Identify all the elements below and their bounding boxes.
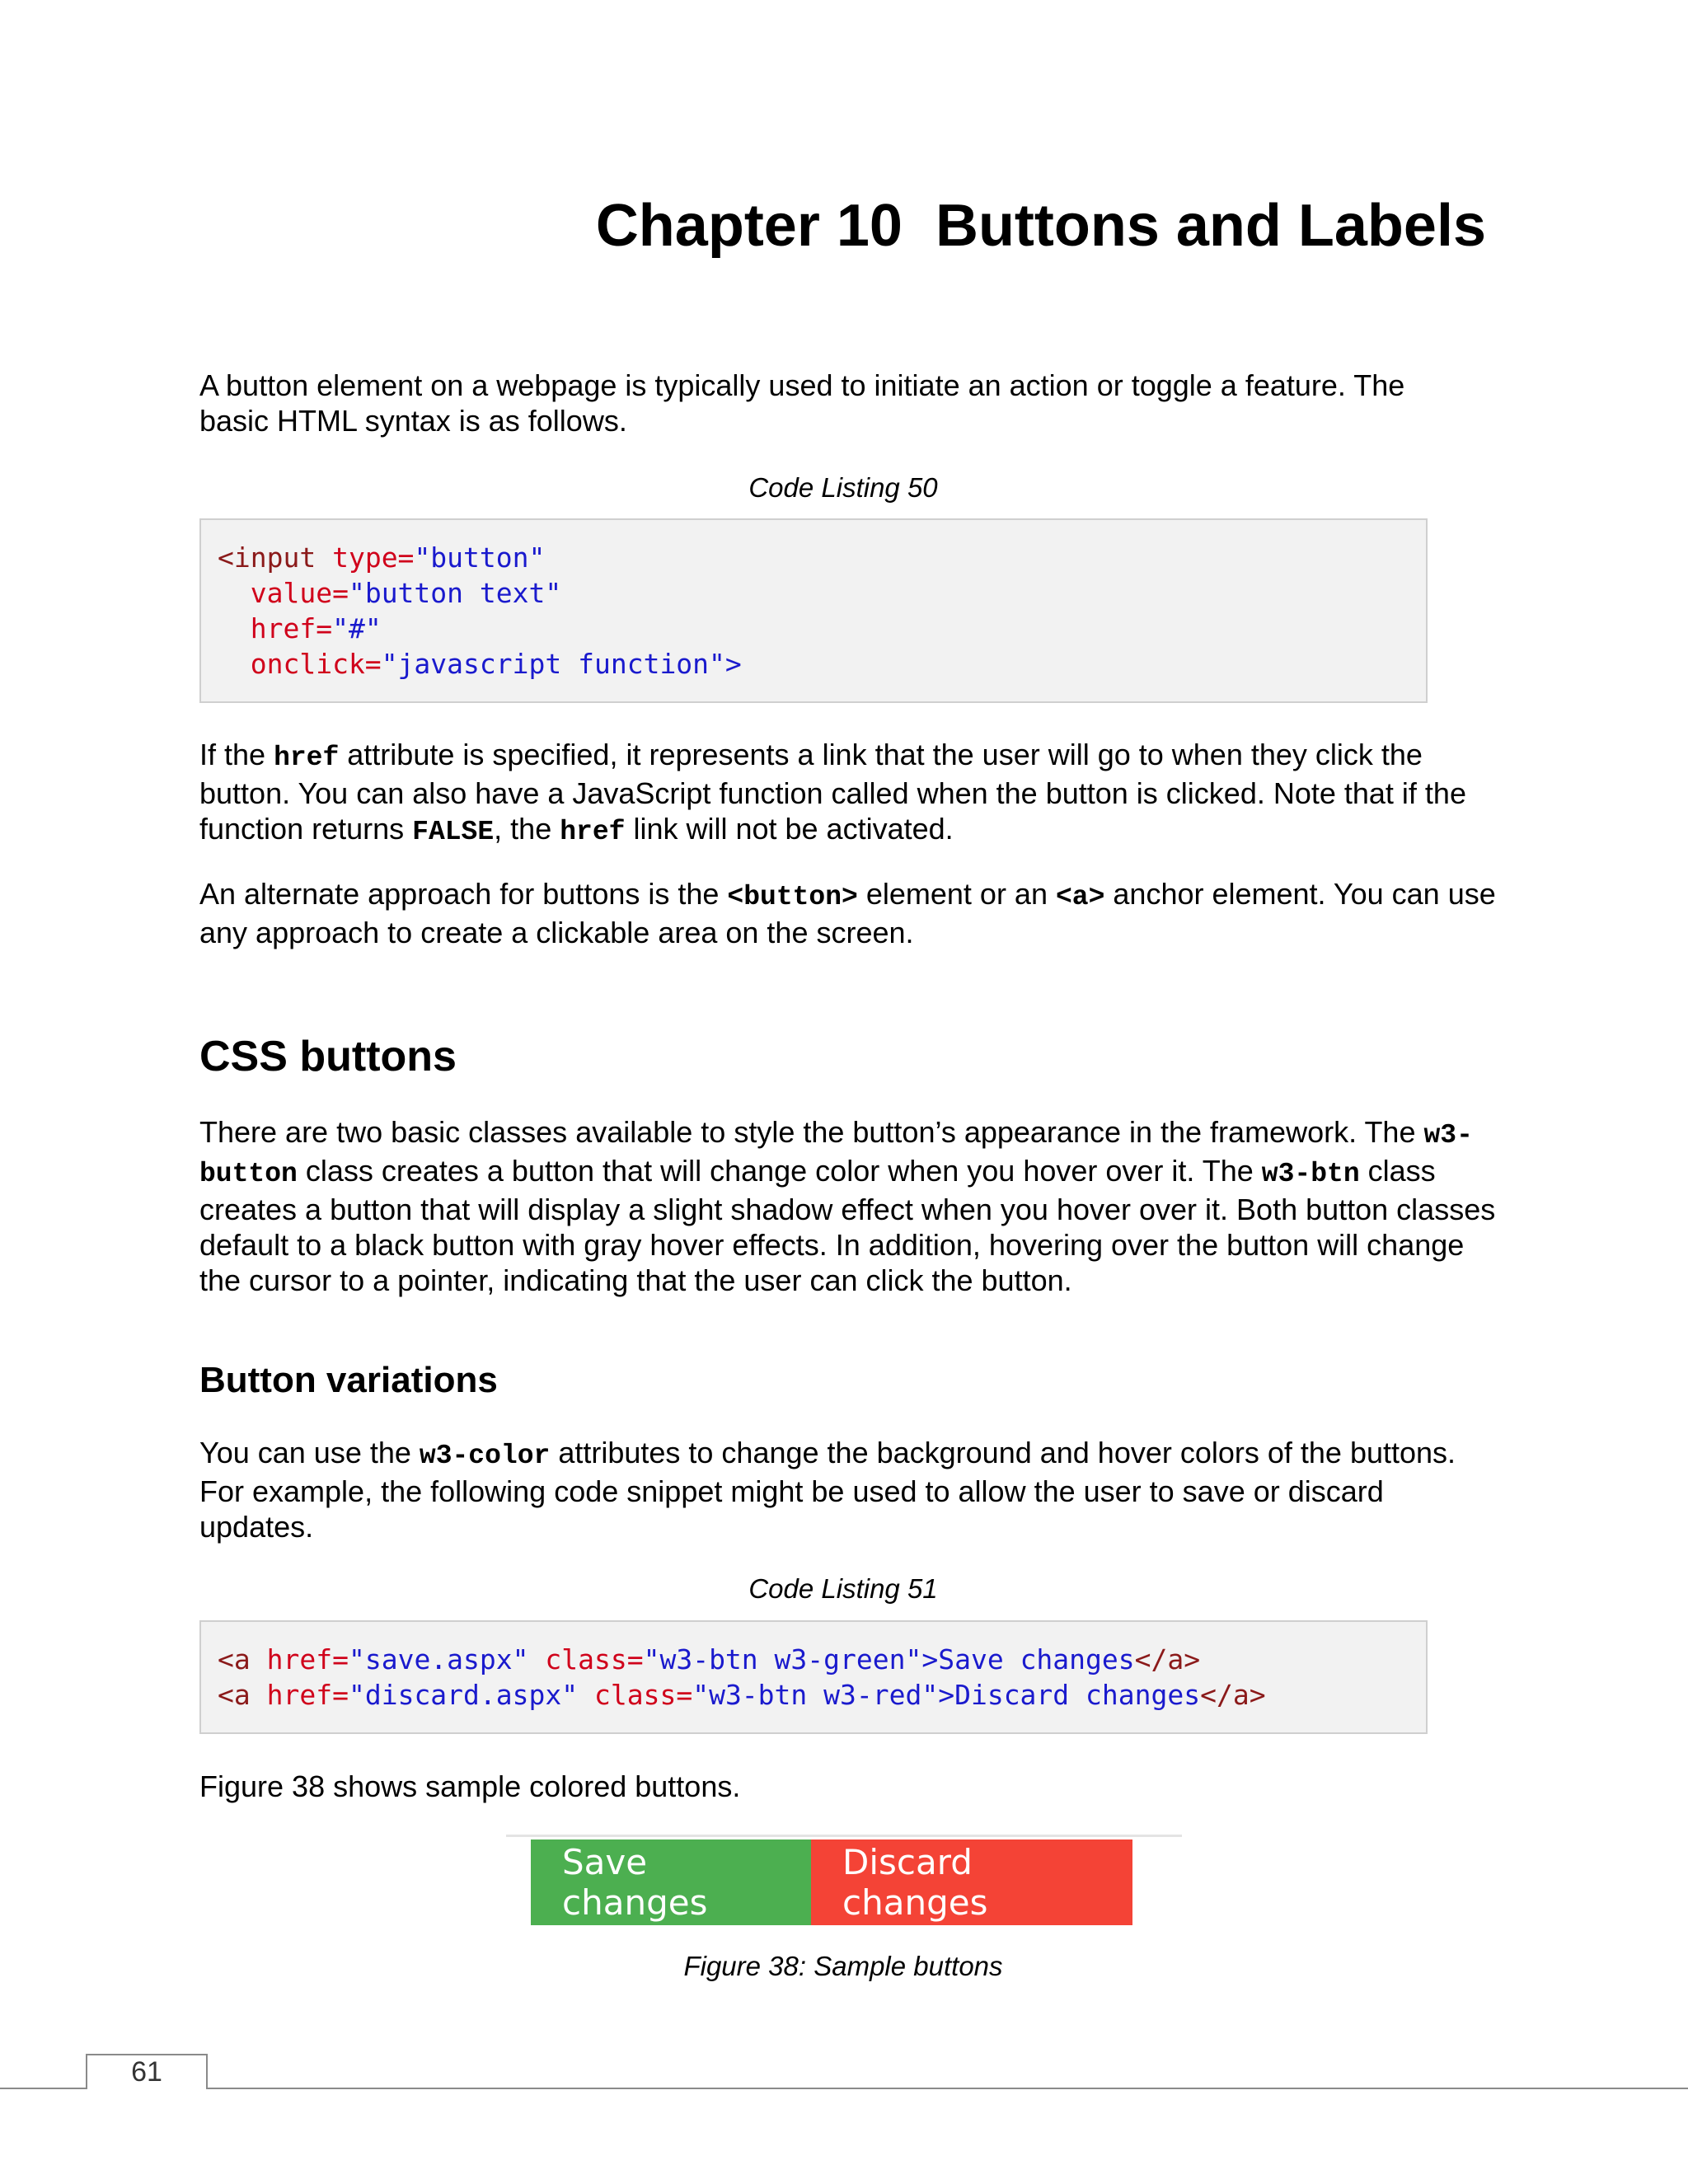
code-token: "button text"	[348, 577, 562, 609]
inline-code: <button>	[727, 882, 858, 912]
css-buttons-paragraph	[199, 1114, 1502, 1298]
figure-top-divider	[506, 1835, 1182, 1837]
code-token: "#"	[332, 612, 382, 644]
sample-buttons-figure	[531, 1840, 1132, 1925]
section-heading-button-variations: Button variations	[199, 1360, 498, 1400]
href-paragraph	[199, 737, 1502, 850]
code-token: "w3-btn w3-red"	[692, 1679, 939, 1711]
text-run: attribute is specified, it represents a link that the user will go to when they click the button. You can also have a JavaScript function called when the button is clicked. Note that if the function returns	[199, 738, 1466, 846]
inline-code: <a>	[1055, 882, 1105, 912]
text-run: class creates a button that will change color when you hover over it. The	[297, 1154, 1262, 1188]
footer-rule	[0, 2088, 1688, 2089]
code-token: class=	[528, 1643, 644, 1675]
intro-paragraph	[199, 368, 1502, 438]
intro-line-1: A button element on a webpage is typically used to initiate an action or toggle a feature. The	[199, 368, 1405, 402]
code-token: </a>	[1200, 1679, 1266, 1711]
inline-code: FALSE	[412, 817, 495, 847]
code-listing-51	[199, 1620, 1428, 1734]
figure-intro-text: Figure 38 shows sample colored buttons.	[199, 1769, 741, 1803]
code-token: value=	[218, 577, 349, 609]
code-token: class=	[578, 1679, 693, 1711]
code-token: "save.aspx"	[348, 1643, 529, 1675]
code-token: "javascript function">	[381, 648, 742, 680]
code-token: "discard.aspx"	[348, 1679, 579, 1711]
text-run: , the	[494, 812, 560, 846]
code-token: </a>	[1134, 1643, 1201, 1675]
code-token: "w3-btn w3-green"	[643, 1643, 922, 1675]
code-listing-50-caption: Code Listing 50	[748, 472, 938, 503]
inline-code: href	[560, 817, 626, 847]
code-token: href=	[218, 612, 333, 644]
code-token: href=	[250, 1643, 349, 1675]
inline-code: w3-color	[419, 1441, 551, 1471]
code-listing-50	[199, 518, 1428, 703]
code-listing-51-caption: Code Listing 51	[748, 1573, 938, 1604]
code-token: "button"	[414, 541, 546, 574]
text-run: element or an	[857, 877, 1056, 911]
text-run: attributes to change the background and hover colors of the buttons. For example, the following code snippet might be used to allow the user to save or discard updates.	[199, 1436, 1456, 1544]
page-number-tab	[86, 2054, 208, 2089]
text-run: anchor element. You can use any approach to create a clickable area on the screen.	[199, 877, 1496, 949]
code-token: <a	[218, 1643, 251, 1675]
text-run: class creates a button that will display a slight shadow effect when you hover over it. Both button classes default to a black button with gray hover effects. In addition, hovering over the button will change the cursor to a pointer, indicating that the user can click the button.	[199, 1154, 1496, 1297]
page-number: 61	[131, 2056, 162, 2088]
code-token: >Discard changes	[938, 1679, 1201, 1711]
code-token: >Save changes	[921, 1643, 1135, 1675]
figure-38-caption: Figure 38: Sample buttons	[683, 1951, 1003, 1981]
code-token: type=	[316, 541, 415, 574]
text-run: You can use the	[199, 1436, 420, 1469]
section-heading-css-buttons: CSS buttons	[199, 1033, 457, 1080]
alternate-approach-paragraph	[199, 876, 1502, 950]
discard-changes-button[interactable]: Discard changes	[811, 1840, 1132, 1925]
code-token: <a	[218, 1679, 251, 1711]
text-run: There are two basic classes available to style the button’s appearance in the framework. The	[199, 1115, 1424, 1149]
inline-code: w3-button	[199, 1120, 1473, 1189]
variations-paragraph	[199, 1435, 1502, 1544]
code-token: onclick=	[218, 648, 382, 680]
intro-line-2: basic HTML syntax is as follows.	[199, 404, 627, 438]
inline-code: w3-btn	[1261, 1159, 1360, 1189]
code-token: href=	[250, 1679, 349, 1711]
text-run: If the	[199, 738, 274, 771]
inline-code: href	[274, 743, 340, 773]
chapter-title: Chapter 10 Buttons and Labels	[595, 193, 1486, 259]
save-changes-button[interactable]: Save changes	[531, 1840, 811, 1925]
text-run: An alternate approach for buttons is the	[199, 877, 728, 911]
code-token: <input	[218, 541, 316, 574]
text-run: link will not be activated.	[625, 812, 954, 846]
